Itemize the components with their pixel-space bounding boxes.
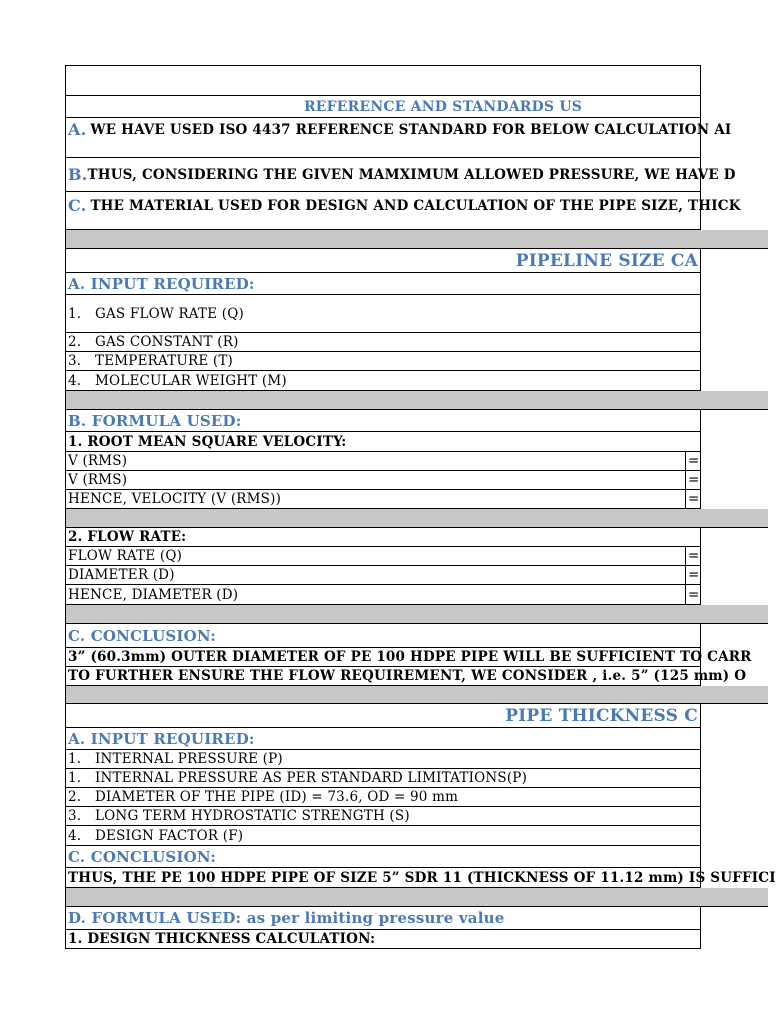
flow-label: DIAMETER (D) bbox=[68, 567, 175, 583]
separator-band bbox=[65, 509, 768, 528]
design-heading-row bbox=[65, 930, 701, 949]
thickness-formula-heading-row bbox=[65, 907, 701, 930]
input-number: 4. bbox=[68, 372, 82, 389]
rms-label: HENCE, VELOCITY (V (RMS)) bbox=[68, 491, 282, 507]
input-number: 1. bbox=[68, 770, 82, 786]
reference-c-text: THE MATERIAL USED FOR DESIGN AND CALCULATION OF THE PIPE SIZE, THICK bbox=[90, 198, 741, 214]
flow-row bbox=[65, 585, 701, 605]
rms-row bbox=[65, 490, 701, 509]
equals-cell: = bbox=[685, 452, 702, 470]
conclusion-heading: C. CONCLUSION: bbox=[68, 626, 217, 645]
rms-heading-row bbox=[65, 432, 701, 452]
thickness-conclusion-heading: C. CONCLUSION: bbox=[68, 847, 217, 866]
pipeline-input-row bbox=[65, 333, 701, 352]
input-label: GAS CONSTANT (R) bbox=[95, 334, 239, 350]
flow-row bbox=[65, 566, 701, 585]
input-label: LONG TERM HYDROSTATIC STRENGTH (S) bbox=[95, 808, 410, 824]
equals-cell: = bbox=[685, 547, 702, 565]
thickness-title: PIPE THICKNESS C bbox=[505, 705, 698, 726]
thickness-conclusion-text: THUS, THE PE 100 HDPE PIPE OF SIZE 5” SDR 11 (THICKNESS OF 11.12 mm) IS SUFFICI bbox=[68, 869, 776, 886]
input-label: MOLECULAR WEIGHT (M) bbox=[95, 372, 287, 389]
input-label: DESIGN FACTOR (F) bbox=[95, 827, 244, 844]
thickness-title-row bbox=[65, 704, 701, 728]
thickness-input-row bbox=[65, 750, 701, 769]
design-heading: 1. DESIGN THICKNESS CALCULATION: bbox=[68, 931, 376, 947]
input-number: 1. bbox=[68, 305, 82, 322]
flow-heading: 2. FLOW RATE: bbox=[68, 529, 187, 545]
reference-a-row bbox=[65, 118, 732, 158]
conclusion-text: 3” (60.3mm) OUTER DIAMETER OF PE 100 HDPE PIPE WILL BE SUFFICIENT TO CARR bbox=[68, 649, 752, 665]
thickness-input-row bbox=[65, 807, 701, 826]
rms-label: V (RMS) bbox=[68, 453, 128, 469]
flow-label: FLOW RATE (Q) bbox=[68, 548, 183, 564]
pipeline-input-heading-row bbox=[65, 273, 701, 295]
separator-band bbox=[65, 888, 768, 907]
input-number: 2. bbox=[68, 789, 82, 805]
rms-label: V (RMS) bbox=[68, 472, 128, 488]
thickness-input-heading: A. INPUT REQUIRED: bbox=[68, 729, 255, 748]
thickness-conclusion-row bbox=[65, 868, 776, 888]
top-empty-row bbox=[65, 65, 701, 96]
reference-title-row bbox=[65, 96, 701, 118]
thickness-input-heading-row bbox=[65, 728, 701, 750]
separator-band bbox=[65, 605, 768, 624]
pipeline-input-row bbox=[65, 295, 701, 333]
input-number: 3. bbox=[68, 353, 82, 369]
thickness-conclusion-heading-row bbox=[65, 846, 701, 868]
reference-a-letter: A. bbox=[68, 120, 87, 139]
separator-band bbox=[65, 230, 768, 249]
thickness-input-row bbox=[65, 788, 701, 807]
equals-cell: = bbox=[685, 490, 702, 508]
thickness-input-row bbox=[65, 769, 701, 788]
pipeline-title-row bbox=[65, 249, 701, 273]
equals-cell: = bbox=[685, 471, 702, 489]
flow-row bbox=[65, 547, 701, 566]
conclusion-text: TO FURTHER ENSURE THE FLOW REQUIREMENT, WE CONSIDER , i.e. 5” (125 mm) O bbox=[68, 668, 747, 684]
equals-cell: = bbox=[685, 585, 702, 604]
reference-b-letter: B. bbox=[68, 165, 88, 184]
conclusion-row bbox=[65, 648, 752, 667]
input-number: 2. bbox=[68, 334, 82, 350]
input-label: DIAMETER OF THE PIPE (ID) = 73.6, OD = 90 mm bbox=[95, 789, 459, 805]
separator-band bbox=[65, 686, 768, 704]
pipeline-input-heading: A. INPUT REQUIRED: bbox=[68, 274, 255, 293]
input-number: 3. bbox=[68, 808, 82, 824]
reference-a-text: WE HAVE USED ISO 4437 REFERENCE STANDARD FOR BELOW CALCULATION AI bbox=[90, 122, 732, 138]
flow-heading-row bbox=[65, 528, 701, 547]
pipeline-input-row bbox=[65, 352, 701, 371]
separator-band bbox=[65, 391, 768, 410]
input-number: 1. bbox=[68, 751, 82, 767]
thickness-formula-heading: D. FORMULA USED: as per limiting pressure value bbox=[68, 909, 505, 927]
conclusion-heading-row bbox=[65, 624, 701, 648]
formula-heading: B. FORMULA USED: bbox=[68, 411, 242, 430]
formula-heading-row bbox=[65, 410, 701, 432]
reference-b-row bbox=[65, 158, 736, 192]
rms-row bbox=[65, 471, 701, 490]
equals-cell: = bbox=[685, 566, 702, 584]
input-number: 4. bbox=[68, 827, 82, 844]
input-label: INTERNAL PRESSURE (P) bbox=[95, 751, 283, 767]
rms-row bbox=[65, 452, 701, 471]
pipeline-input-row bbox=[65, 371, 701, 391]
pipeline-title: PIPELINE SIZE CA bbox=[515, 250, 698, 271]
input-label: INTERNAL PRESSURE AS PER STANDARD LIMITATIONS(P) bbox=[95, 770, 528, 786]
flow-label: HENCE, DIAMETER (D) bbox=[68, 586, 239, 603]
input-label: TEMPERATURE (T) bbox=[95, 353, 234, 369]
reference-title: REFERENCE AND STANDARDS US bbox=[303, 98, 583, 115]
rms-heading: 1. ROOT MEAN SQUARE VELOCITY: bbox=[68, 433, 347, 450]
conclusion-row bbox=[65, 667, 747, 686]
thickness-input-row bbox=[65, 826, 701, 846]
reference-c-row bbox=[65, 192, 741, 230]
reference-c-letter: C. bbox=[68, 196, 87, 215]
reference-b-text: THUS, CONSIDERING THE GIVEN MAMXIMUM ALLOWED PRESSURE, WE HAVE D bbox=[87, 166, 736, 183]
input-label: GAS FLOW RATE (Q) bbox=[95, 305, 244, 322]
